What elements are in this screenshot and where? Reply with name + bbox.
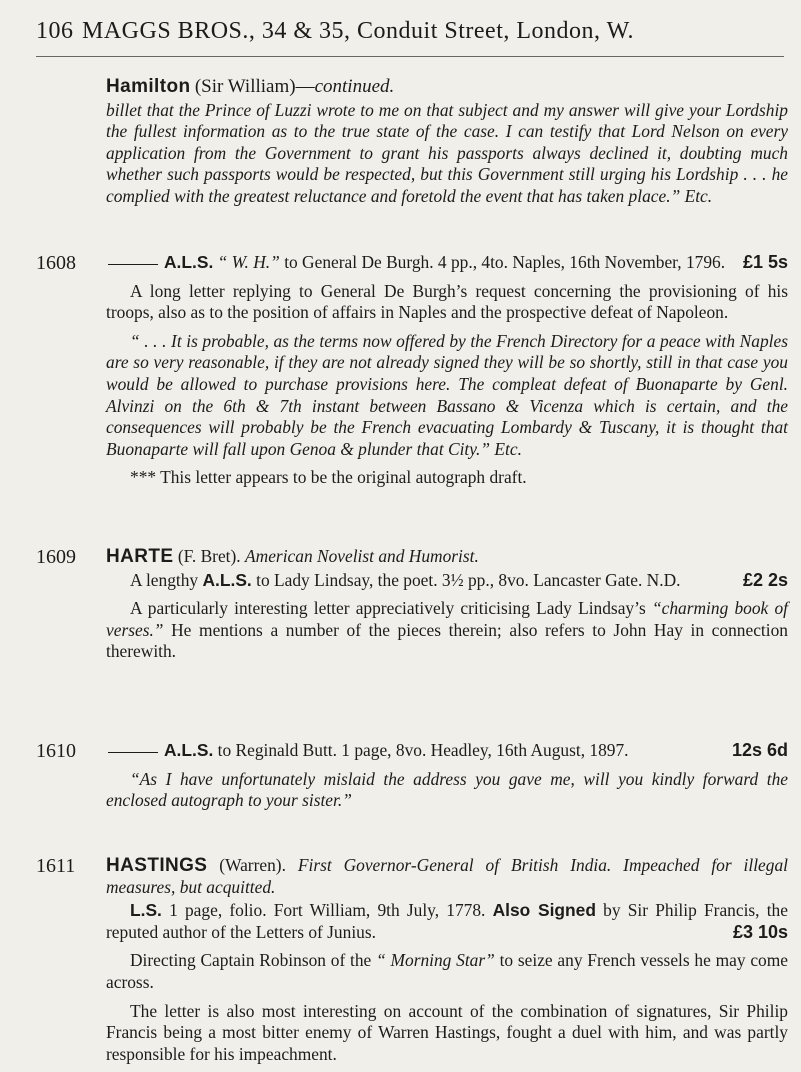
entry-heading-name: HARTE	[106, 546, 174, 567]
lot-description-line: to Lady Lindsay, the poet. 3½ pp., 8vo. Lancaster Gate. N.D.	[256, 569, 681, 590]
lot-1609	[36, 546, 788, 670]
ditto-dash	[108, 752, 158, 753]
lot-summary-continued: He mentions a number of the pieces therein; also refers to John Hay in connection therewith.	[106, 619, 788, 662]
entry-continued-label: continued.	[314, 76, 395, 97]
lot-als: A.L.S.	[164, 740, 214, 760]
lot-quote: “As I have unfortunately mislaid the address you gave me, will you kindly forward the enclosed autograph to your sister.”	[106, 768, 788, 811]
lot-ship-name: “ Morning Star”	[376, 950, 495, 971]
letter-quote-text: billet that the Prince of Luzzi wrote to me on that subject and my answer will give your Lordship the fullest information as to the true state of the case. I can testify that Lord Nelson on every application from the Government to grant his passports always declined it, doubting much whether such passports would be respected, but this Government still urging his Lordship . . . he complied with the greatest reluctance and foretold the event that has taken place.” Etc.	[106, 99, 788, 206]
entry-heading-role: First Governor-General of British India. Impeached for illegal measures, but acquitted.	[106, 855, 788, 897]
lot-als: A.L.S.	[164, 252, 214, 272]
lot-summary: A long letter replying to General De Burgh’s request concerning the provisioning of his troops, also as to the position of affairs in Naples and the prospective defeat of Napoleon.	[106, 280, 788, 323]
lot-1610	[36, 740, 788, 819]
lot-number: 1610	[36, 740, 76, 762]
lot-number: 1609	[36, 546, 76, 568]
lot-summary: A particularly interesting letter appreciatively criticising Lady Lindsay’s	[130, 598, 646, 619]
lot-note: *** This letter appears to be the original autograph draft.	[130, 467, 527, 488]
ditto-dash	[108, 264, 158, 265]
entry-heading-role: American Novelist and Humorist.	[245, 546, 479, 566]
page-number: 106	[36, 18, 74, 44]
lot-price: 12s 6d	[731, 740, 788, 760]
lot-price: £1 5s	[742, 252, 788, 272]
lot-also-signed: Also Signed	[492, 900, 596, 921]
lot-description-continued: by Sir Philip Francis, the reputed author of the Letters of Junius.	[106, 900, 788, 942]
lot-book-quote: “charming book of verses.”	[106, 598, 789, 640]
lot-ls: L.S.	[130, 900, 162, 921]
lot-description-line: 1 page, folio. Fort William, 9th July, 1778.	[169, 900, 486, 921]
lot-note: The letter is also most interesting on account of the combination of signatures, Sir Philip Francis being a most bitter enemy of Warren Hastings, fought a duel with him, and was partly responsible for his impeachment.	[106, 1000, 788, 1064]
entry-hamilton-continued	[36, 76, 788, 215]
entry-heading-subject: (Sir William)—	[194, 76, 315, 97]
entry-heading-subject: (F. Bret).	[177, 546, 241, 566]
lot-description-line: to Reginald Butt. 1 page, 8vo. Headley, 16th August, 1897.	[217, 740, 629, 760]
entry-heading-subject: (Warren).	[219, 855, 286, 875]
lot-price: £3 10s	[732, 921, 788, 942]
header-rule	[36, 56, 784, 57]
page-header-title: MAGGS BROS., 34 & 35, Conduit Street, London, W.	[82, 18, 635, 44]
lot-number: 1608	[36, 252, 76, 274]
lot-als: A.L.S.	[202, 569, 252, 590]
entry-heading-name: HASTINGS	[106, 855, 208, 876]
entry-heading-name: Hamilton	[106, 76, 191, 97]
lot-summary: Directing Captain Robinson of the	[130, 950, 372, 971]
lot-summary-continued: to seize any French vessels he may come across.	[106, 950, 788, 992]
lot-quote: “ . . . It is probable, as the terms now offered by the French Directory for a peace with Naples are so very reasonable, if they are not already signed they will be so shortly, still in that case you would be allowed to purchase provisions here. The compleat defeat of Buonaparte by Genl. Alvinzi on the 6th & 7th instant between Bassano & Vicenza which is certain, and the consequences will probably be the French evacuating Lombardy & Tuscany, it is thought that Buonaparte will fall upon Genoa & plunder that City.” Etc.	[106, 330, 788, 459]
lot-number: 1611	[36, 855, 76, 877]
lot-1611	[36, 855, 788, 1072]
lot-1608	[36, 252, 788, 496]
lot-description-lead: A lengthy	[130, 569, 199, 590]
lot-signature: “ W. H.”	[217, 252, 280, 272]
lot-price: £2 2s	[742, 569, 788, 590]
lot-description-line: to General De Burgh. 4 pp., 4to. Naples, 16th November, 1796.	[284, 252, 726, 272]
running-head	[36, 18, 776, 45]
